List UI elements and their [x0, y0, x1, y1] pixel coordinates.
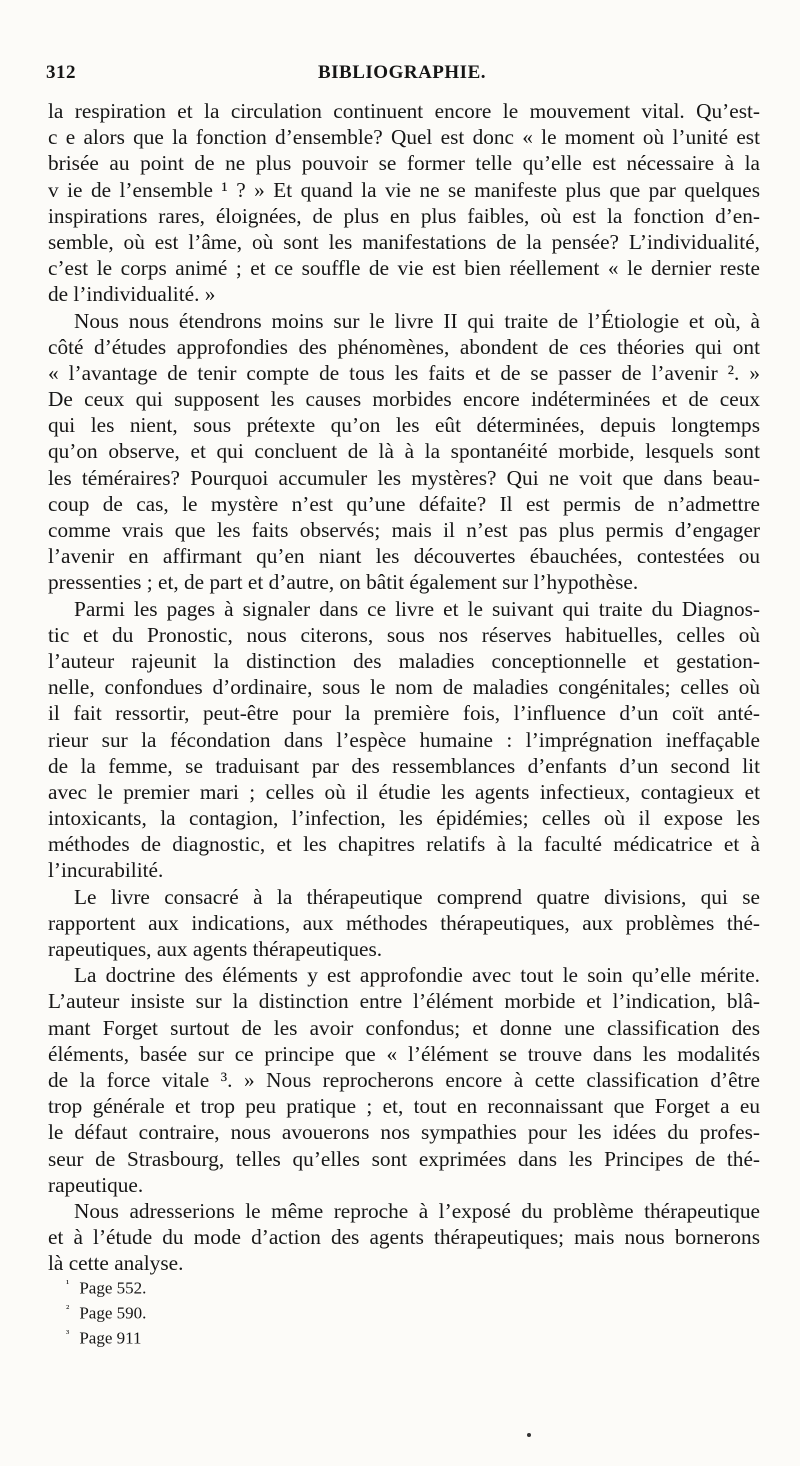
text-line: seur de Strasbourg, telles qu’elles sont exprimées dans les Principes de thé- — [48, 1146, 760, 1171]
text-line: avec le premier mari ; celles où il étudie les agents infectieux, contagieux et — [48, 779, 760, 804]
text-line: rieur sur la fécondation dans l’espèce humaine : l’imprégnation ineffaçable — [48, 727, 760, 752]
text-line: v ie de l’ensemble ¹ ? » Et quand la vie ne se manifeste plus que par quelques — [48, 177, 760, 202]
footnote-mark: ¹ — [66, 1278, 70, 1290]
footnote-text: Page 911 — [79, 1328, 142, 1348]
text-line: côté d’études approfondies des phénomènes, abondent de ces théories qui ont — [48, 334, 760, 359]
text-line: Nous nous étendrons moins sur le livre II qui traite de l’Étiologie et où, à — [74, 308, 760, 333]
text-line: l’incurabilité. — [48, 858, 164, 883]
footnote-text: Page 552. — [79, 1278, 147, 1298]
footnote — [66, 1299, 266, 1324]
text-line: il fait ressortir, peut-être pour la première fois, l’influence d’un coït anté- — [48, 701, 760, 726]
text-line: mant Forget surtout de les avoir confondus; et donne une classification des — [48, 1015, 760, 1040]
text-line: trop générale et trop peu pratique ; et, tout en reconnaissant que Forget a eu — [48, 1094, 760, 1119]
text-line: « l’avantage de tenir compte de tous les faits et de se passer de l’avenir ². » — [48, 360, 760, 385]
text-line: Nous adresserions le même reproche à l’exposé du problème thérapeutique — [74, 1198, 760, 1223]
text-line: Le livre consacré à la thérapeutique comprend quatre divisions, qui se — [74, 884, 760, 909]
text-line: qui les nient, sous prétexte qu’on les eût déterminées, depuis longtemps — [48, 413, 760, 438]
text-line: de la femme, se traduisant par des ressemblances d’enfants d’un second lit — [48, 753, 760, 778]
text-line: c’est le corps animé ; et ce souffle de vie est bien réellement « le dernier reste — [48, 256, 760, 281]
footnote-text: Page 590. — [79, 1303, 147, 1323]
text-line: La doctrine des éléments y est approfondie avec tout le soin qu’elle mérite. — [74, 963, 760, 988]
footnote — [66, 1274, 266, 1299]
footnote-mark: ² — [66, 1303, 70, 1316]
text-line: de l’individualité. » — [48, 282, 216, 307]
body-text — [48, 98, 760, 1276]
text-line: De ceux qui supposent les causes morbides encore indéterminées et de ceux — [48, 387, 760, 412]
text-line: intoxicants, la contagion, l’infection, les épidémies; celles où il expose les — [48, 806, 760, 831]
text-line: semble, où est l’âme, où sont les manifestations de la pensée? L’individualité, — [48, 229, 760, 254]
footnote — [66, 1324, 266, 1349]
running-title: BIBLIOGRAPHIE. — [317, 62, 486, 83]
text-line: éléments, basée sur ce principe que « l’élément se trouve dans les modalités — [48, 1041, 760, 1066]
text-line: l’avenir en affirmant qu’en niant les découvertes ébauchées, contestées ou — [48, 544, 760, 569]
text-line: inspirations rares, éloignées, de plus en plus faibles, où est la fonction d’en- — [48, 203, 760, 228]
text-line: c e alors que la fonction d’ensemble? Quel est donc « le moment où l’unité est — [48, 125, 760, 150]
text-line: brisée au point de ne plus pouvoir se former telle qu’elle est nécessaire à la — [48, 151, 760, 176]
text-line: coup de cas, le mystère n’est qu’une défaite? Il est permis de n’admettre — [48, 491, 760, 516]
text-line: les téméraires? Pourquoi accumuler les mystères? Qui ne voit que dans beau- — [48, 465, 760, 490]
text-line: rapportent aux indications, aux méthodes thérapeutiques, aux problèmes thé- — [48, 910, 760, 935]
text-line: qu’on observe, et qui concluent de là à la spontanéité morbide, lesquels sont — [48, 439, 760, 464]
text-line: nelle, confondues d’ordinaire, sous le nom de maladies congénitales; celles où — [48, 675, 760, 700]
text-line: L’auteur insiste sur la distinction entre l’élément morbide et l’indication, blâ- — [48, 989, 760, 1014]
footnote-mark: ³ — [66, 1328, 70, 1341]
text-line: là cette analyse. — [48, 1251, 184, 1276]
text-line: rapeutique. — [48, 1172, 144, 1197]
text-line: pressenties ; et, de part et d’autre, on bâtit également sur l’hypothèse. — [48, 570, 639, 595]
text-line: méthodes de diagnostic, et les chapitres relatifs à la faculté médicatrice et à — [48, 832, 760, 857]
footnotes — [66, 1274, 266, 1349]
ink-speck — [527, 1433, 531, 1437]
text-line: rapeutiques, aux agents thérapeutiques. — [48, 937, 383, 961]
text-line: le défaut contraire, nous avouerons nos sympathies pour les idées du profes- — [48, 1120, 760, 1145]
text-line: tic et du Pronostic, nous citerons, sous nos réserves habituelles, celles où — [48, 622, 760, 647]
text-line: de la force vitale ³. » Nous reprocherons encore à cette classification d’être — [48, 1067, 760, 1092]
page-number: 312 — [46, 62, 76, 83]
text-line: comme vrais que les faits observés; mais il n’est pas plus permis d’engager — [48, 518, 760, 542]
text-line: la respiration et la circulation continuent encore le mouvement vital. Qu’est- — [48, 99, 760, 123]
running-header — [46, 62, 758, 92]
text-line: l’auteur rajeunit la distinction des maladies conceptionnelle et gestation- — [48, 648, 760, 673]
text-line: Parmi les pages à signaler dans ce livre et le suivant qui traite du Diagnos- — [74, 596, 760, 621]
text-line: et à l’étude du mode d’action des agents thérapeutiques; mais nous bornerons — [48, 1225, 760, 1250]
